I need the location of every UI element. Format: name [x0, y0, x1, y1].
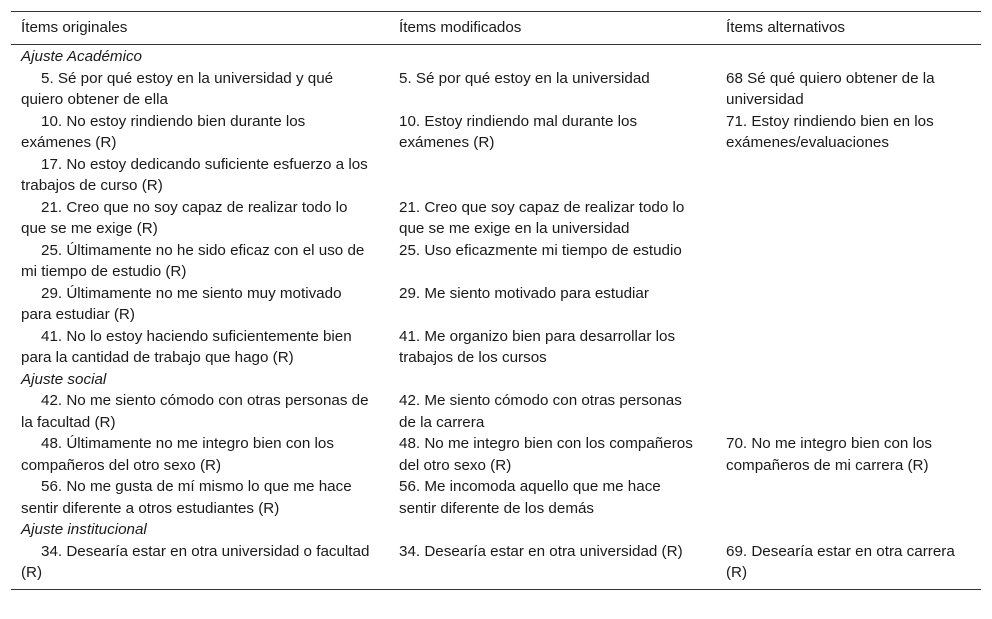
table-row	[11, 154, 981, 197]
group-label: Ajuste institucional	[21, 521, 147, 538]
alternative-item	[716, 390, 981, 433]
modified-item	[389, 154, 716, 197]
alternative-item	[716, 283, 981, 326]
group-label: Ajuste social	[21, 370, 107, 388]
original-item: 56. No me gusta de mí mismo lo que me hace sentir diferente a otros estudiantes (R)	[21, 478, 352, 517]
table-row	[11, 326, 981, 369]
alternative-item	[716, 476, 981, 519]
alternative-item: 70. No me integro bien con los compañeros de mi carrera (R)	[726, 435, 932, 474]
alternative-item	[716, 326, 981, 369]
header-original-items: Ítems originales	[11, 12, 389, 45]
table-row	[11, 283, 981, 326]
modified-item: 10. Estoy rindiendo mal durante los exámenes (R)	[399, 112, 638, 151]
table-row	[11, 111, 981, 154]
original-item: 42. No me siento cómodo con otras personas de la facultad (R)	[21, 392, 369, 431]
original-item: 21. Creo que no soy capaz de realizar todo lo que se me exige (R)	[21, 198, 348, 237]
table-row	[11, 541, 981, 590]
modified-item: 34. Desearía estar en otra universidad (R)	[389, 541, 716, 590]
alternative-item	[716, 197, 981, 240]
alternative-item	[716, 154, 981, 197]
original-item: 29. Últimamente no me siento muy motivado para estudiar (R)	[21, 284, 342, 323]
alternative-item: 68 Sé qué quiero obtener de la universidad	[726, 69, 935, 108]
group-row-institutional	[11, 519, 981, 541]
header-modified-items: Ítems modificados	[389, 12, 716, 45]
group-label: Ajuste Académico	[21, 48, 142, 65]
items-table	[11, 11, 981, 590]
modified-item: 25. Uso eficazmente mi tiempo de estudio	[399, 241, 682, 259]
alternative-item: 69. Desearía estar en otra carrera (R)	[716, 541, 981, 590]
group-row-social	[11, 369, 981, 391]
alternative-item: 71. Estoy rindiendo bien en los exámenes/evaluaciones	[726, 112, 934, 151]
modified-item: 41. Me organizo bien para desarrollar los trabajos de los cursos	[399, 327, 676, 366]
modified-item: 21. Creo que soy capaz de realizar todo lo que se me exige en la universidad	[399, 198, 685, 237]
original-item: 34. Desearía estar en otra universidad o facultad (R)	[11, 541, 389, 590]
items-table-container	[11, 11, 981, 590]
original-item: 48. Últimamente no me integro bien con los compañeros del otro sexo (R)	[21, 435, 334, 474]
table-row	[11, 240, 981, 283]
table-body	[11, 45, 981, 590]
modified-item: 5. Sé por qué estoy en la universidad	[399, 69, 650, 87]
modified-item: 48. No me integro bien con los compañeros del otro sexo (R)	[399, 435, 693, 474]
table-row	[11, 476, 981, 519]
original-item: 5. Sé por qué estoy en la universidad y qué quiero obtener de ella	[21, 69, 334, 108]
original-item: 17. No estoy dedicando suficiente esfuerzo a los trabajos de curso (R)	[21, 155, 368, 194]
table-header	[11, 12, 981, 45]
group-row-academic	[11, 45, 981, 68]
original-item: 41. No lo estoy haciendo suficientemente bien para la cantidad de trabajo que hago (R)	[21, 327, 352, 366]
modified-item: 56. Me incomoda aquello que me hace sentir diferente de los demás	[399, 478, 661, 517]
header-alternative-items: Ítems alternativos	[716, 12, 981, 45]
table-row	[11, 68, 981, 111]
table-row	[11, 433, 981, 476]
alternative-item	[716, 240, 981, 283]
original-item: 25. Últimamente no he sido eficaz con el uso de mi tiempo de estudio (R)	[21, 241, 365, 280]
modified-item: 29. Me siento motivado para estudiar	[399, 284, 649, 302]
table-row	[11, 197, 981, 240]
header-row	[11, 12, 981, 45]
modified-item: 42. Me siento cómodo con otras personas de la carrera	[399, 392, 682, 431]
table-row	[11, 390, 981, 433]
original-item: 10. No estoy rindiendo bien durante los exámenes (R)	[21, 112, 306, 151]
